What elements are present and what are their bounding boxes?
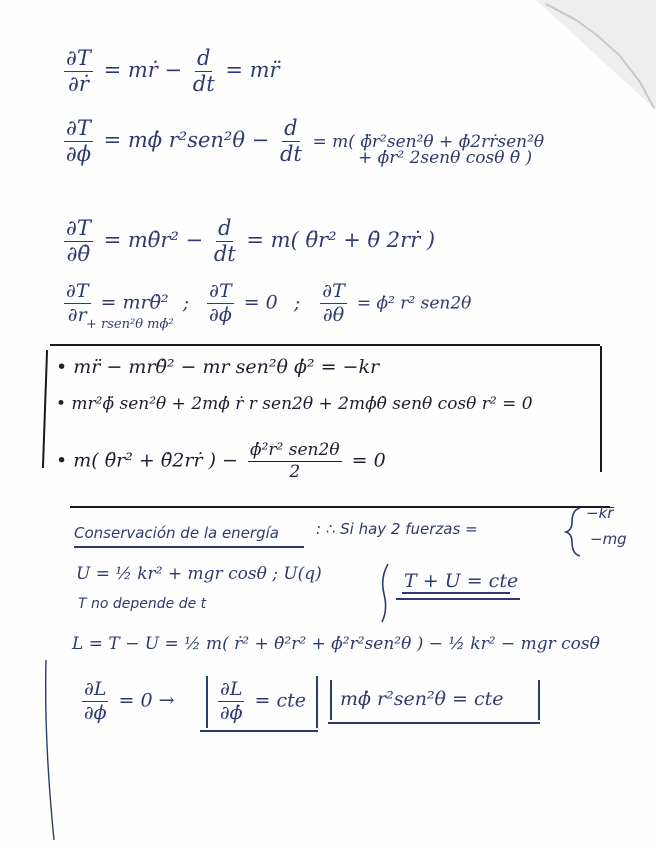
eq-dT-drdot: $\frac{\partial T}{\text{∂ṙ}}$ = mṙ − $\frac{d}{dt}$ = mr̈ bbox=[66, 46, 280, 96]
angular-momentum: mϕ̇ r²sen²θ = cte bbox=[340, 688, 504, 710]
eq-dT-dphidot-cont: + ϕ̇r² 2senθ cosθ θ̇ ) bbox=[358, 148, 533, 168]
T-note: T no depende de t bbox=[78, 596, 207, 612]
energy-conserved: T + U = cte bbox=[404, 570, 519, 592]
eq-partials: $\frac{\partial T}{\partial r}$ = mrθ̇² ; $\frac{\partial T}{\partial\phi}$ = 0 ; $\frac{\partial T}{\partial\theta}$ = ϕ̇² r² sen2θ bbox=[66, 280, 472, 326]
potential-U: U = ½ kr² + mgr cosθ ; U(q) bbox=[76, 564, 322, 584]
energy-heading: Conservación de la energía bbox=[74, 524, 279, 542]
eq-dT-dthetadot: $\frac{\partial T}{\partial\thetȧ}$ = mθ̇r² − $\frac{d}{dt}$ = m( θ̈r² + θ̇ 2rṙ ) bbox=[66, 216, 436, 266]
force-gravity: −mg bbox=[590, 530, 627, 548]
forces-condition: : ∴ Si hay 2 fuerzas = bbox=[316, 520, 478, 538]
eom-phi: • mr²ϕ̈ sen²θ + 2mϕ̇ ṙ r sen2θ + 2mϕ̇θ̇ senθ cosθ r² = 0 bbox=[56, 394, 533, 414]
dL-dphi-zero: $\frac{\partial L}{\partial\phi}$ = 0 → bbox=[83, 678, 175, 724]
force-spring: −kr̄ bbox=[586, 504, 614, 522]
eq-partials-extra: + rsen²θ mϕ̇² bbox=[86, 317, 174, 332]
eq-dT-dphidot: $\frac{\partial T}{\partial\phi}$ = mϕ̇ r²sen²θ − $\frac{d}{dt}$ = m( ϕ̈r²sen²θ + ϕ̇2rṙsen²θ bbox=[65, 116, 545, 166]
lagrangian: L = T − U = ½ m( ṙ² + θ̇²r² + ϕ̇²r²sen²θ ) − ½ kr² − mgr cosθ bbox=[72, 634, 600, 654]
eom-theta: • m( θ̈r² + θ̇2rṙ ) − $\frac{\text{ϕ̇²r² sen2θ}}{2}$ = 0 bbox=[56, 440, 386, 482]
eom-r: • mr̈ − mrθ̇² − mr sen²θ ϕ̇² = −kr bbox=[56, 356, 380, 378]
momentum-conserved: $\frac{\partial L}{\partial\phi̇}$ = cte bbox=[219, 678, 306, 724]
